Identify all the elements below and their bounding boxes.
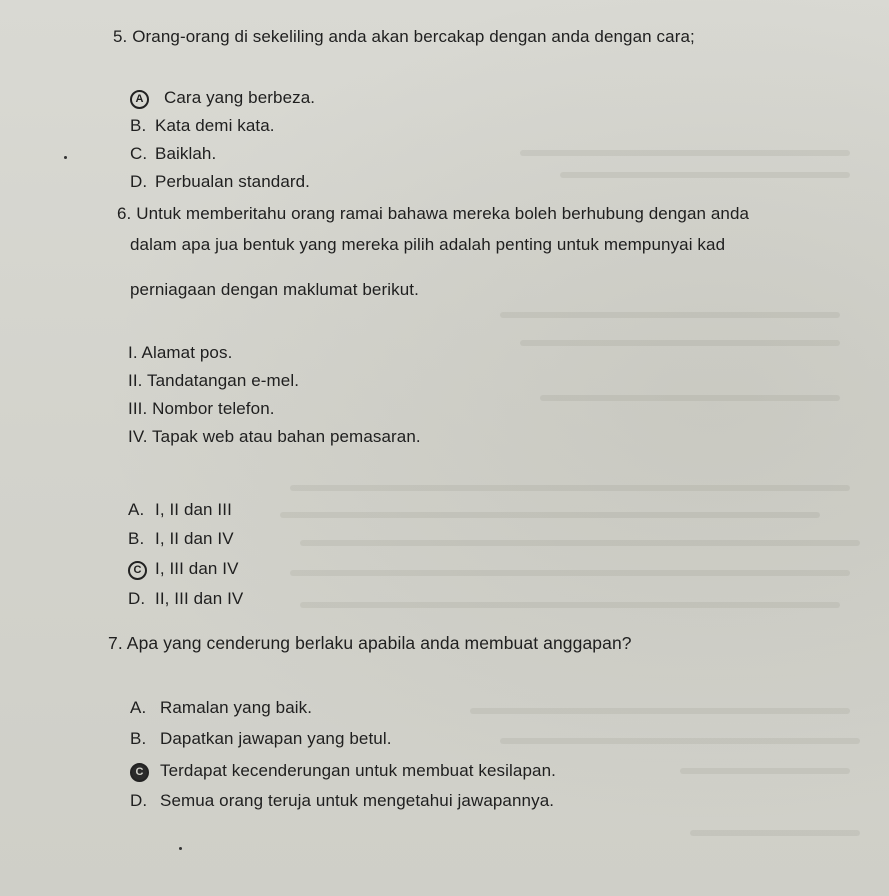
bleed-through-mark	[560, 172, 850, 178]
q5-option-b: Kata demi kata.	[155, 116, 275, 135]
answer-mark-letter: C	[135, 766, 144, 778]
q5-option-d-label: D.	[130, 172, 148, 191]
bleed-through-mark	[300, 602, 840, 608]
q7-option-a: Ramalan yang baik.	[160, 698, 313, 717]
answer-mark-filled-circle	[130, 763, 149, 782]
bleed-through-mark	[500, 312, 840, 318]
q7-option-d-label: D.	[130, 791, 148, 810]
q6-option-d: II, III dan IV	[155, 589, 244, 608]
answer-mark-circle	[130, 90, 149, 109]
q6-option-c: I, III dan IV	[155, 559, 239, 578]
bleed-through-mark	[540, 395, 840, 401]
bleed-through-mark	[520, 340, 840, 346]
q7-option-b: Dapatkan jawapan yang betul.	[160, 729, 392, 748]
q6-option-d-label: D.	[128, 589, 146, 608]
q5-option-a: Cara yang berbeza.	[164, 88, 316, 107]
bleed-through-mark	[520, 150, 850, 156]
q5-option-c: Baiklah.	[155, 144, 217, 163]
question-6-stem-line-1: 6. Untuk memberitahu orang ramai bahawa mereka boleh berhubung dengan anda	[117, 204, 750, 223]
q6-option-a: I, II dan III	[155, 500, 232, 519]
bleed-through-mark	[690, 830, 860, 836]
bleed-through-mark	[290, 570, 850, 576]
q6-item-3: III. Nombor telefon.	[128, 399, 275, 418]
bleed-through-mark	[280, 512, 820, 518]
q7-option-d: Semua orang teruja untuk mengetahui jawapannya.	[160, 791, 555, 810]
answer-mark-letter: C	[133, 564, 142, 576]
stray-mark	[179, 847, 182, 850]
bleed-through-mark	[300, 540, 860, 546]
answer-mark-letter: A	[135, 93, 144, 105]
q5-option-d: Perbualan standard.	[155, 172, 311, 191]
bleed-through-mark	[470, 708, 850, 714]
q6-option-a-label: A.	[128, 500, 145, 519]
bleed-through-mark	[680, 768, 850, 774]
q6-item-4: IV. Tapak web atau bahan pemasaran.	[128, 427, 421, 446]
q7-option-c: Terdapat kecenderungan untuk membuat kesilapan.	[160, 761, 556, 780]
q7-option-a-label: A.	[130, 698, 147, 717]
q6-item-2: II. Tandatangan e-mel.	[128, 371, 300, 390]
q6-item-1: I. Alamat pos.	[128, 343, 233, 362]
stray-mark	[64, 156, 67, 159]
bleed-through-mark	[290, 485, 850, 491]
question-7-stem: 7. Apa yang cenderung berlaku apabila anda membuat anggapan?	[108, 633, 632, 653]
bleed-through-mark	[500, 738, 860, 744]
question-5-stem: 5. Orang-orang di sekeliling anda akan bercakap dengan anda dengan cara;	[113, 27, 695, 46]
q7-option-b-label: B.	[130, 729, 147, 748]
q5-option-c-label: C.	[130, 144, 148, 163]
question-6-stem-line-2: dalam apa jua bentuk yang mereka pilih adalah penting untuk mempunyai kad	[130, 235, 726, 254]
q6-option-b: I, II dan IV	[155, 529, 234, 548]
question-6-stem-line-3: perniagaan dengan maklumat berikut.	[130, 280, 419, 299]
q6-option-b-label: B.	[128, 529, 145, 548]
q5-option-b-label: B.	[130, 116, 147, 135]
answer-mark-circle	[128, 561, 147, 580]
